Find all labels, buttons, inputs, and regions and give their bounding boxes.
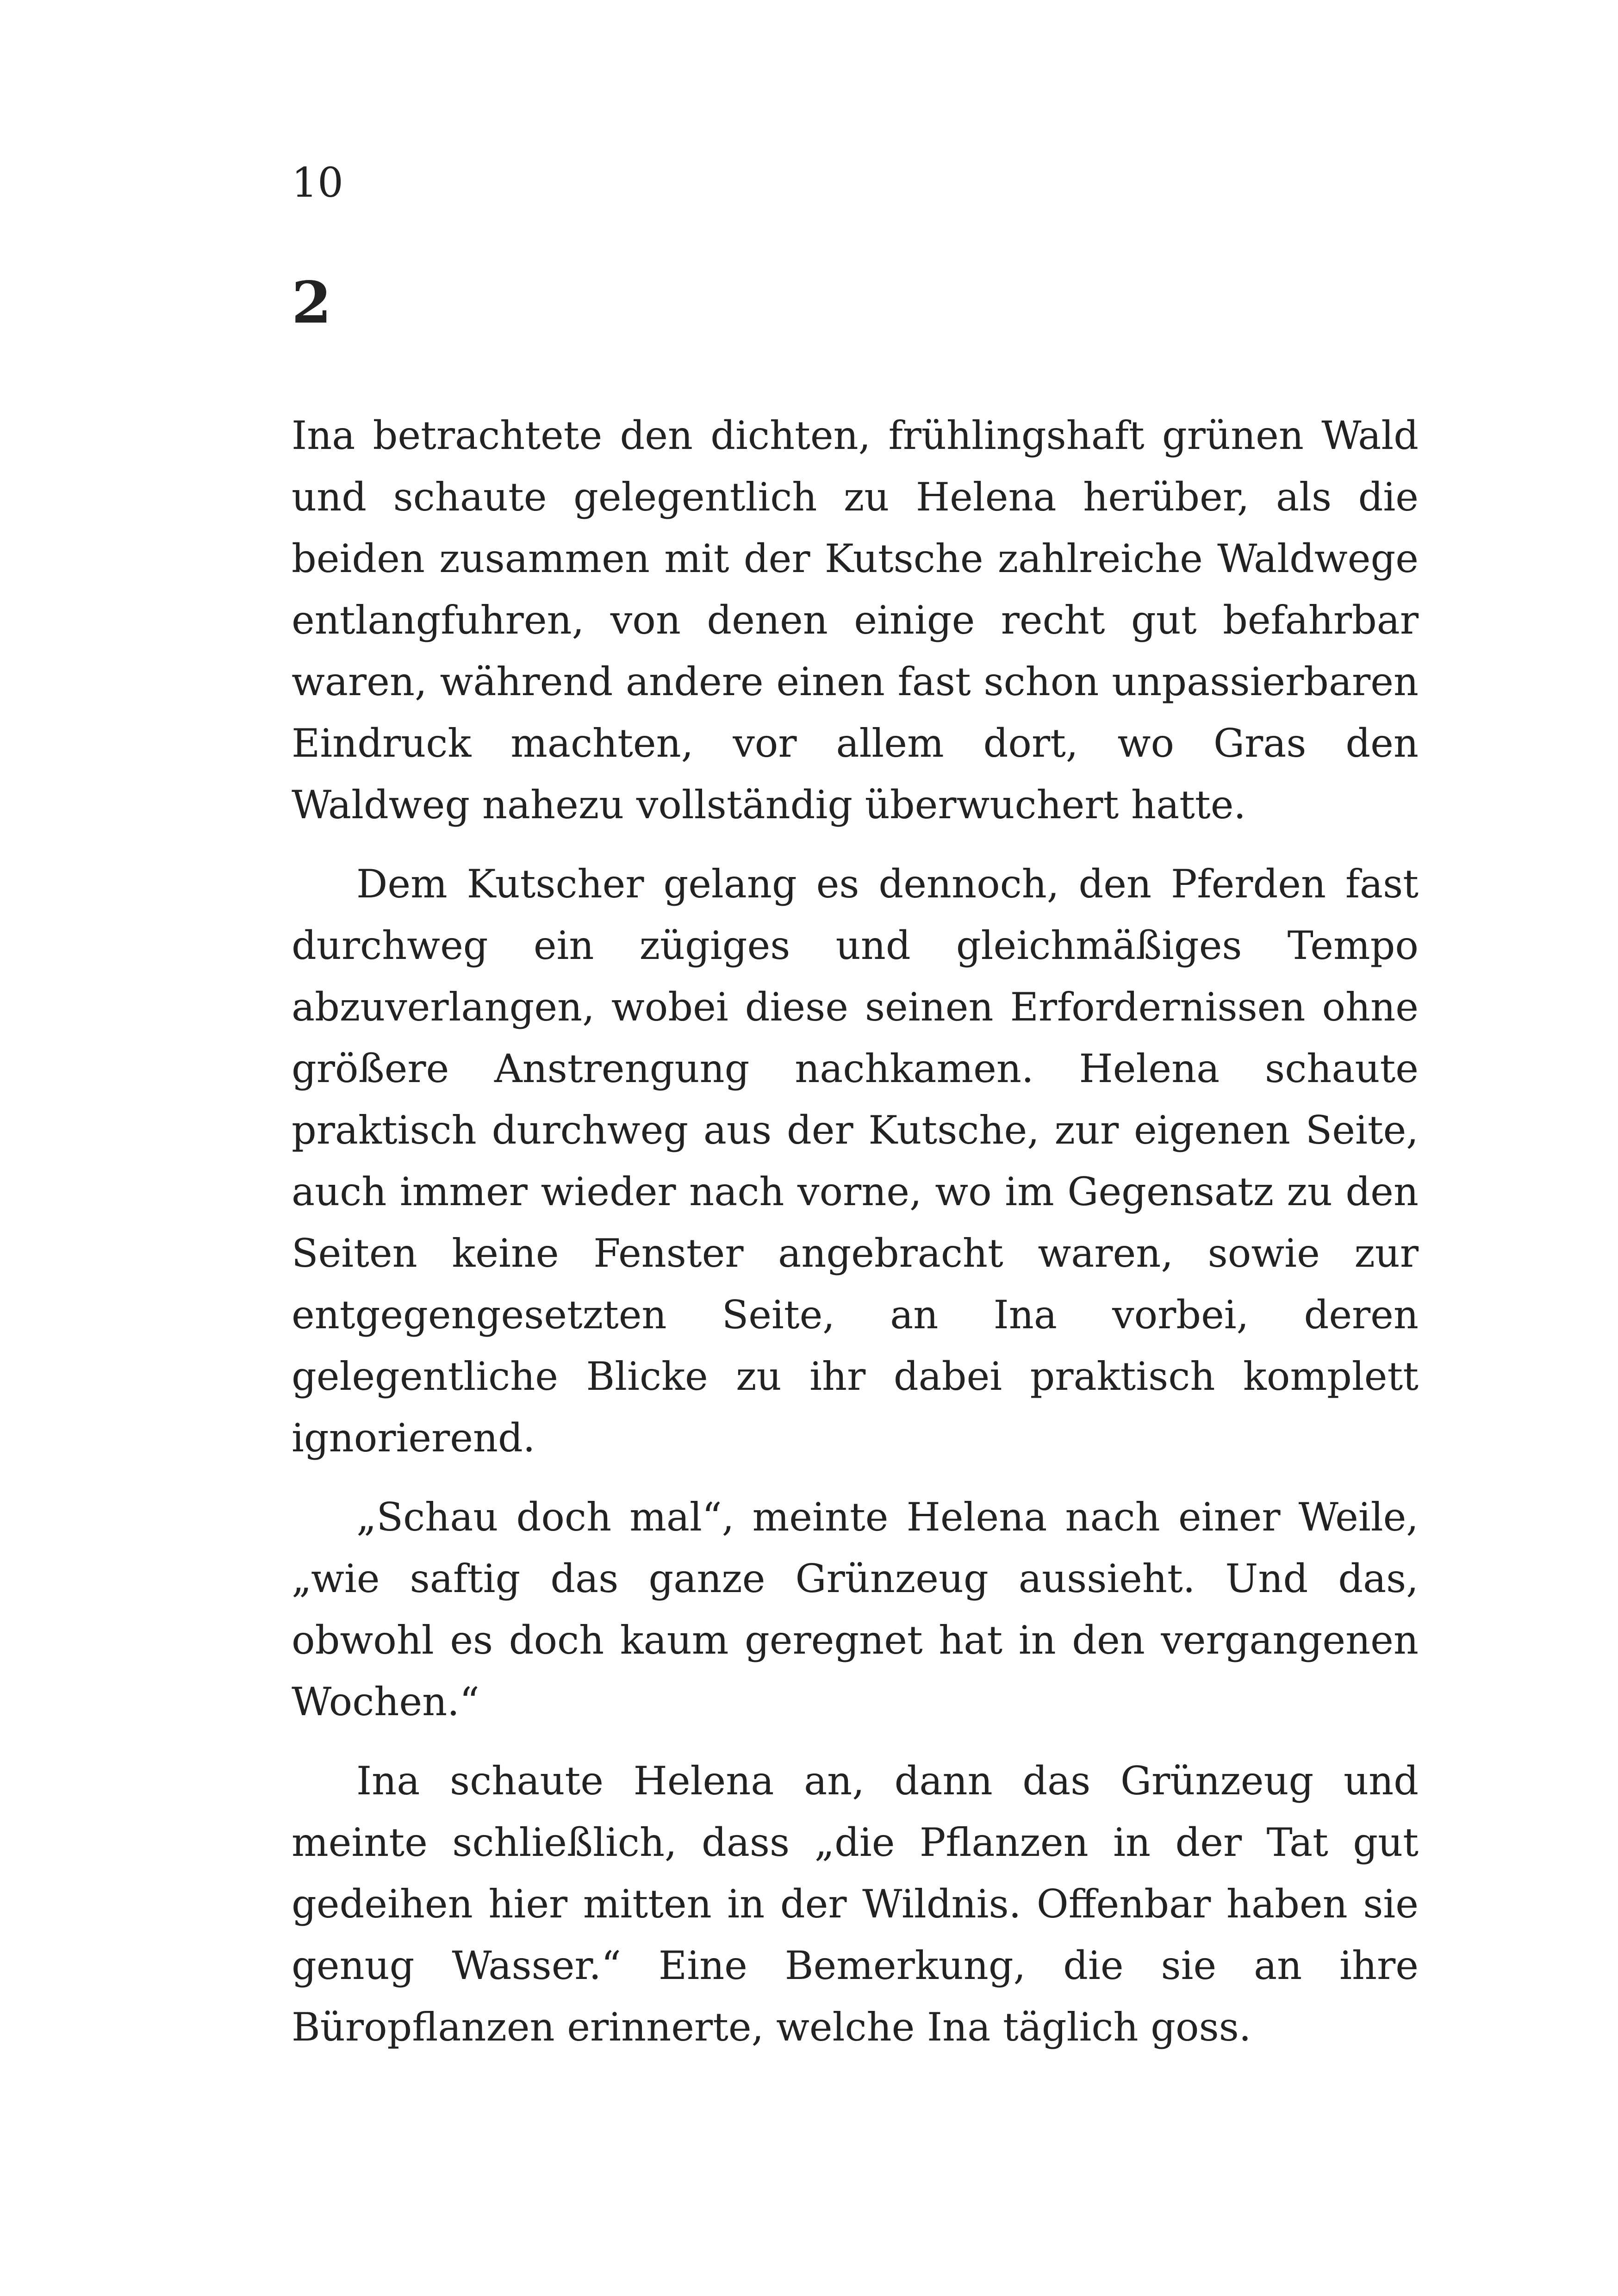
chapter-heading: 2 [292, 269, 332, 336]
paragraph: „Schau doch mal“, meinte Helena nach einer Weile, „wie saftig das ganze Grünzeug aussieht. Und das, obwohl es doch kaum geregnet hat in den vergangenen Wochen.“ [292, 1494, 1419, 1724]
paragraph: Ina betrachtete den dichten, frühlingshaft grünen Wald und schaute gelegentlich zu Helena herüber, als die beiden zusammen mit der Kutsche zahlreiche Waldwege entlangfuhren, von denen einige recht gut befahrbar waren, während andere einen fast schon unpassierbaren Eindruck machten, vor allem dort, wo Gras den Waldweg nahezu vollständig überwuchert hatte. [292, 413, 1419, 828]
chapter-text [292, 405, 1419, 2076]
page-number: 10 [292, 159, 343, 206]
paragraph: Dem Kutscher gelang es dennoch, den Pferden fast durchweg ein zügiges und gleichmäßiges Tempo abzuverlangen, wobei diese seinen Erfordernissen ohne größere Anstrengung nachkamen. Helena schaute praktisch durchweg aus der Kutsche, zur eigenen Seite, auch immer wieder nach vorne, wo im Gegensatz zu den Seiten keine Fenster angebracht waren, sowie zur entgegengesetzten Seite, an Ina vorbei, deren gelegentliche Blicke zu ihr dabei praktisch komplett ignorierend. [292, 861, 1419, 1461]
paragraph: Ina schaute Helena an, dann das Grünzeug und meinte schließlich, dass „die Pflanzen in der Tat gut gedeihen hier mitten in der Wildnis. Offenbar haben sie genug Wasser.“ Eine Bemerkung, die sie an ihre Büropflanzen erinnerte, welche Ina täglich goss. [292, 1758, 1419, 2050]
